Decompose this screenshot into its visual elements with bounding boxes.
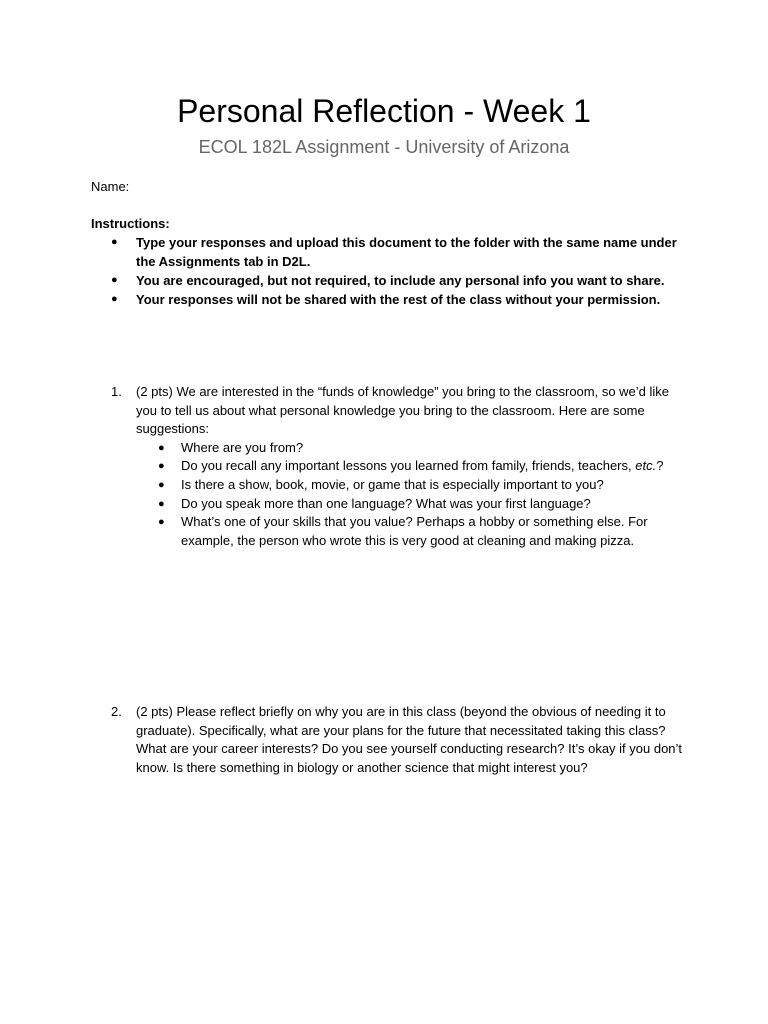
suggestion-suffix: ?	[656, 458, 664, 474]
suggestions-list	[136, 439, 691, 551]
suggestion-text: What’s one of your skills that you value? Perhaps a hobby or something else. For example, the person who wrote this is very good at cleaning and making pizza.	[181, 514, 648, 548]
suggestion-item	[136, 457, 691, 476]
question-number: 1.	[111, 384, 122, 399]
bullet-icon: ●	[158, 478, 165, 491]
suggestion-item	[136, 439, 691, 458]
question-2	[91, 703, 691, 777]
instruction-item	[91, 271, 691, 290]
question-text: (2 pts) Please reflect briefly on why you are in this class (beyond the obvious of needing it to graduate). Specifically, what are your plans for the future that necessitated taking this class? What are your career interests? Do you see yourself conducting research? It’s okay if you don’t know. Is there something in biology or another science that might interest you?	[136, 704, 683, 775]
question-text: (2 pts) We are interested in the “funds of knowledge” you bring to the classroom, so we’d like you to tell us about what personal knowledge you bring to the classroom. Here are some suggestions:	[136, 384, 670, 437]
bullet-icon: ●	[158, 516, 165, 529]
suggestion-text: Where are you from?	[181, 439, 304, 455]
bullet-icon: ●	[158, 460, 165, 473]
instruction-item	[91, 290, 691, 309]
bullet-icon: ●	[111, 236, 118, 248]
suggestion-italic-text: etc.	[635, 458, 657, 474]
suggestion-item	[136, 476, 691, 495]
suggestion-text: Is there a show, book, movie, or game that is especially important to you?	[181, 476, 604, 492]
instruction-text: Your responses will not be shared with the rest of the class without your permission.	[136, 292, 661, 307]
suggestion-text: Do you speak more than one language? What was your first language?	[181, 495, 591, 511]
instructions-heading: Instructions:	[91, 216, 170, 231]
question-number: 2.	[111, 704, 122, 719]
instruction-item	[91, 233, 691, 271]
bullet-icon: ●	[111, 274, 118, 286]
document-title: Personal Reflection - Week 1	[177, 93, 591, 129]
bullet-icon: ●	[158, 497, 165, 510]
bullet-icon: ●	[158, 441, 165, 454]
question-body	[136, 383, 691, 550]
bullet-icon: ●	[111, 293, 118, 305]
instruction-text: You are encouraged, but not required, to include any personal info you want to share.	[136, 273, 665, 288]
question-1	[91, 383, 691, 550]
suggestion-item	[136, 513, 691, 550]
instructions-list	[91, 233, 691, 309]
document-subtitle: ECOL 182L Assignment - University of Arizona	[198, 137, 570, 157]
name-label: Name:	[91, 179, 130, 194]
question-body	[136, 703, 691, 777]
suggestion-item	[136, 495, 691, 514]
instruction-text: Type your responses and upload this document to the folder with the same name under the Assignments tab in D2L.	[136, 235, 677, 269]
suggestion-text: Do you recall any important lessons you learned from family, friends, teachers,	[181, 458, 632, 474]
